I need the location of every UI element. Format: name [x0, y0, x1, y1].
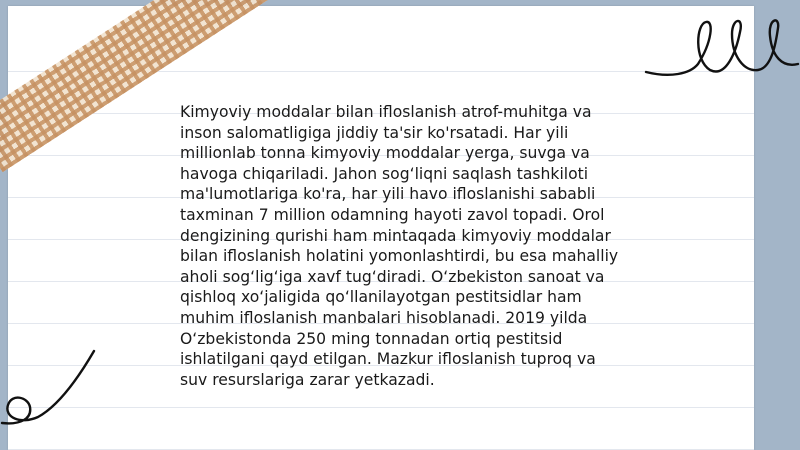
squiggle-doodle-top-right	[640, 12, 800, 84]
squiggle-doodle-bottom-left	[0, 345, 110, 430]
body-paragraph: Kimyoviy moddalar bilan ifloslanish atrof-muhitga va inson salomatligiga jiddiy ta'sir ko'rsatadi. Har yili millionlab tonna kimyoviy moddalar yerga, suvga va havoga chiqariladi. Jahon sog‘liqni saqlash tashkiloti ma'lumotlariga ko'ra, har yili havo ifloslanishi sababli taxminan 7 million odamning hayoti zavol topadi. Orol dengizining qurishi ham mintaqada kimyoviy moddalar bilan ifloslanish holatini yomonlashtirdi, bu esa mahalliy aholi sog‘lig‘iga xavf tug‘diradi. O‘zbekiston sanoat va qishloq xo‘jaligida qo‘llanilayotgan pestitsidlar ham muhim ifloslanish manbalari hisoblanadi. 2019 yilda O‘zbekistonda 250 ming tonnadan ortiq pestitsid ishlatilgani qayd etilgan. Mazkur ifloslanish tuproq va suv resurslariga zarar yetkazadi.	[180, 103, 619, 389]
